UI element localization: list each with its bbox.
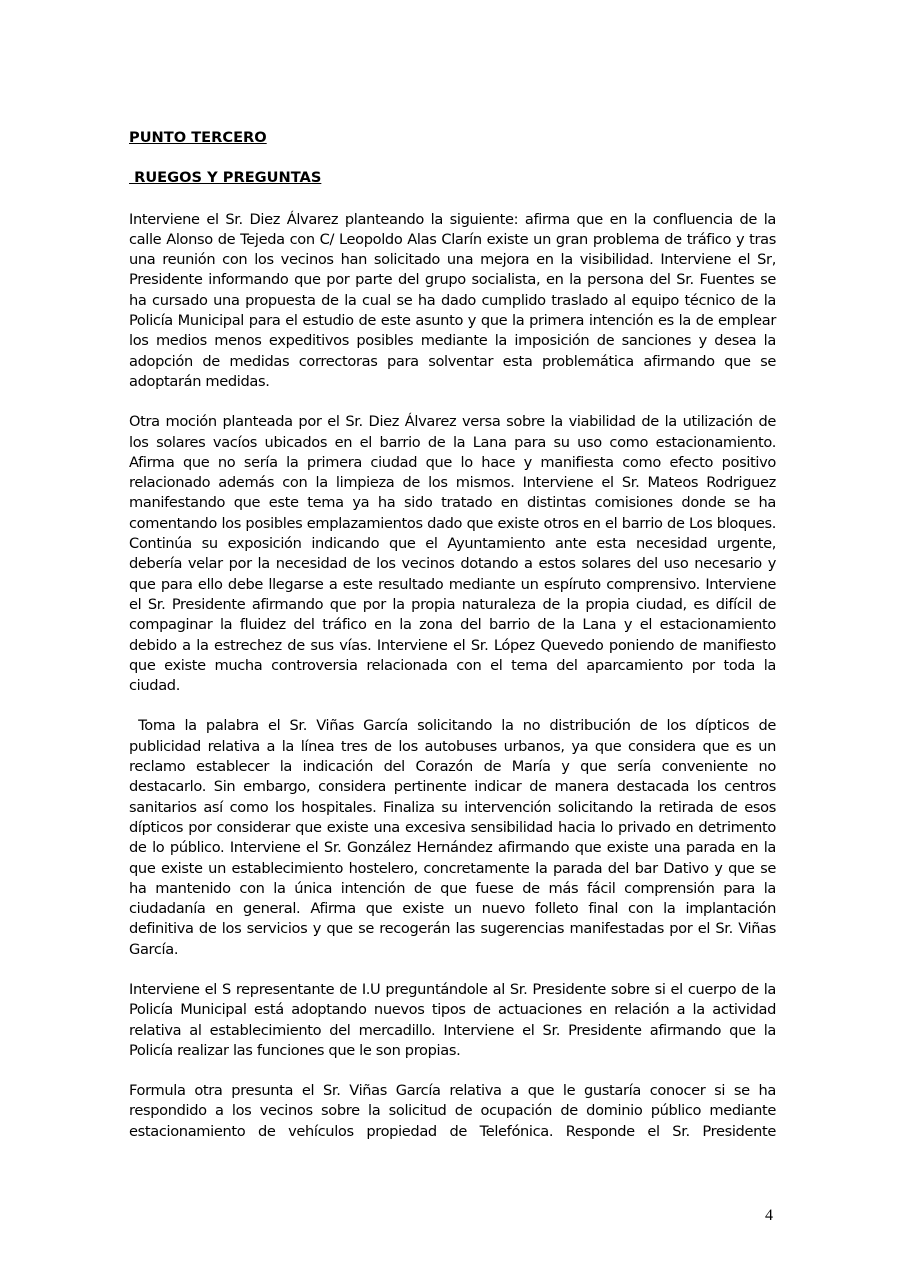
paragraph-3: Toma la palabra el Sr. Viñas García solicitando la no distribución de los dípticos de publicidad relativa a la línea tres de los autobuses urbanos, ya que considera que es un reclamo establecer la indicación del Corazón de María y que sería conveniente no destacarlo. Sin embargo, considera pertinente indicar de manera destacada los centros sanitarios así como los hospitales. Finaliza su intervención solicitando la retirada de esos dípticos por considerar que existe una excesiva sensibilidad hacia lo privado en detrimento de lo público. Interviene el Sr. González Hernández afirmando que existe una parada en la que existe un establecimiento hostelero, concretamente la parada del bar Dativo y que se ha mantenido con la única intención de que fuese de más fácil comprensión para la ciudadanía en general. Afirma que existe un nuevo folleto final con la implantación definitiva de los servicios y que se recogerán las sugerencias manifestadas por el Sr. Viñas García. [129, 717, 781, 958]
section-heading-punto-tercero: PUNTO TERCERO [129, 129, 267, 146]
section-heading-ruegos-preguntas: RUEGOS Y PREGUNTAS [129, 169, 322, 187]
paragraph-1: Interviene el Sr. Diez Álvarez planteando la siguiente: afirma que en la confluencia de la calle Alonso de Tejeda con C/ Leopoldo Alas Clarín existe un gran problema de tráfico y tras una reunión con los vecinos han solicitado una mejora en la visibilidad. Interviene el Sr, Presidente informando que por parte del grupo socialista, en la persona del Sr. Fuentes se ha cursado una propuesta de la cual se ha dado cumplido traslado al equipo técnico de la Policía Municipal para el estudio de este asunto y que la primera intención es la de emplear los medios menos expeditivos posibles mediante la imposición de sanciones y desea la adopción de medidas correctoras para solventar esta problemática afirmando que se adoptarán medidas. [129, 210, 776, 390]
document-body [129, 128, 781, 1162]
paragraph-2: Otra moción planteada por el Sr. Diez Álvarez versa sobre la viabilidad de la utilización de los solares vacíos ubicados en el barrio de la Lana para su uso como estacionamiento. Afirma que no sería la primera ciudad que lo hace y manifiesta como efecto positivo relacionado además con la limpieza de los mismos. Interviene el Sr. Mateos Rodriguez manifestando que este tema ya ha sido tratado en distintas comisiones donde se ha comentando los posibles emplazamientos dado que existe otros en el barrio de Los bloques. Continúa su exposición indicando que el Ayuntamiento ante esta necesidad urgente, debería velar por la necesidad de los vecinos dotando a estos solares del uso necesario y que para ello debe llegarse a este resultado mediante un espíruto comprensivo. Interviene el Sr. Presidente afirmando que por la propia naturaleza de la propia ciudad, es difícil de compaginar la fluidez del tráfico en la zona del barrio de la Lana y el estacionamiento debido a la estrechez de sus vías. Interviene el Sr. López Quevedo poniendo de manifiesto que existe mucha controversia relacionada con el tema del aparcamiento por toda la ciudad. [129, 413, 776, 695]
paragraph-4: Interviene el S representante de I.U preguntándole al Sr. Presidente sobre si el cuerpo de la Policía Municipal está adoptando nuevos tipos de actuaciones en relación a la actividad relativa al establecimiento del mercadillo. Interviene el Sr. Presidente afirmando que la Policía realizar las funciones que le son propias. [129, 980, 776, 1059]
paragraph-5: Formula otra presunta el Sr. Viñas García relativa a que le gustaría conocer si se ha respondido a los vecinos sobre la solicitud de ocupación de dominio público mediante estacionamiento de vehículos propiedad de Telefónica. Responde el Sr. Presidente [129, 1082, 776, 1140]
page-number: 4 [765, 1207, 773, 1224]
